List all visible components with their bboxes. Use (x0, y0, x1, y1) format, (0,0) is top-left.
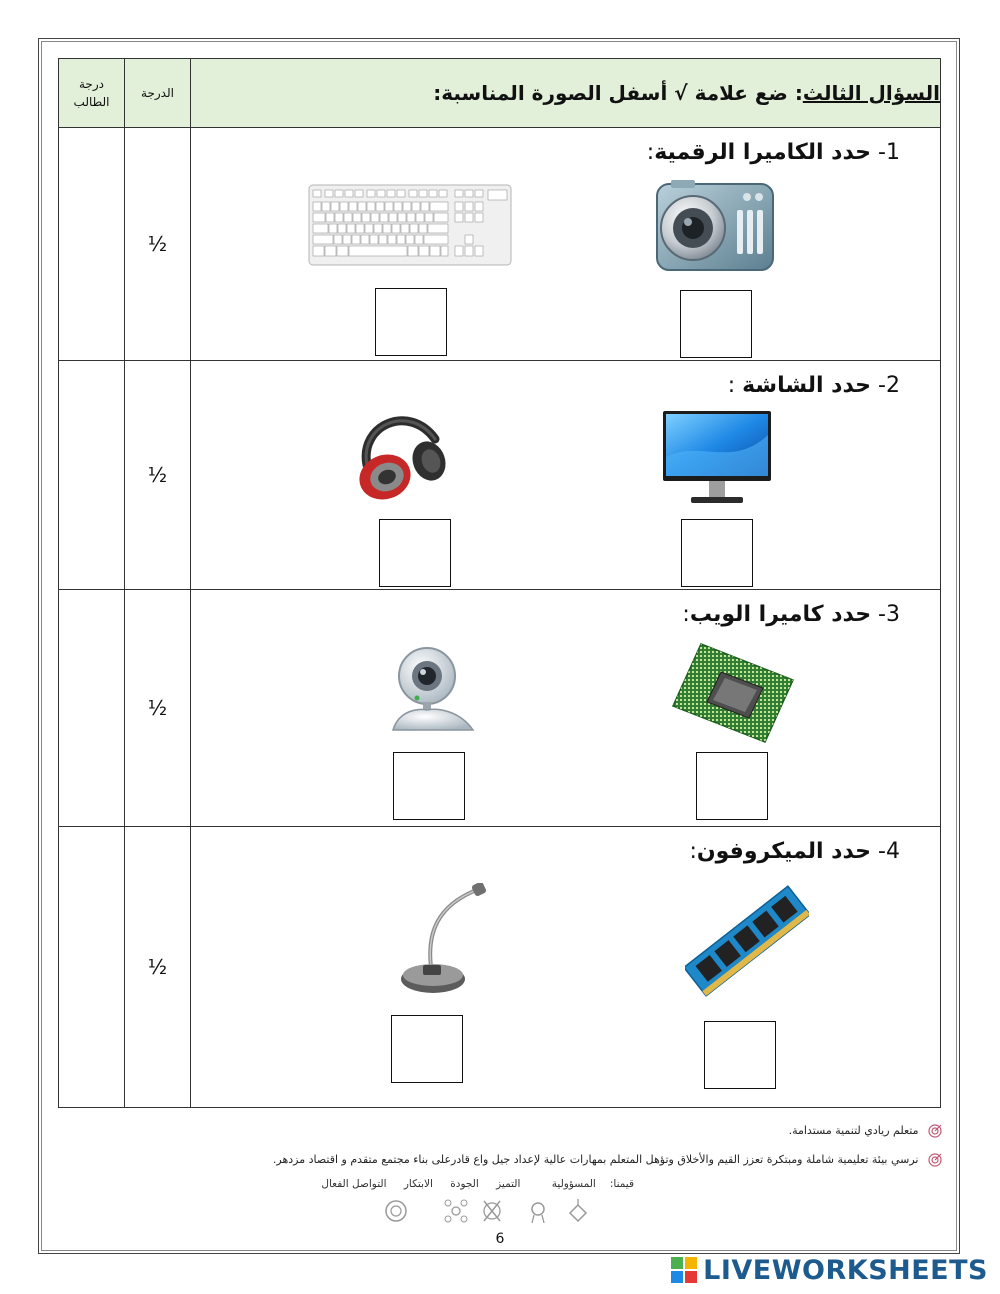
answer-box-1-right[interactable] (680, 290, 752, 358)
grade-header (125, 59, 191, 128)
digital-camera-image (653, 180, 777, 274)
responsibility-icon (570, 1199, 586, 1221)
item-label-2 (728, 373, 900, 398)
answer-box-3-left[interactable] (393, 752, 465, 820)
brand-name: LIVEWORKSHEETS (703, 1254, 988, 1286)
item-prompt-2: حدد الشاشة (742, 373, 872, 398)
answer-box-2-left[interactable] (379, 519, 451, 587)
communication-icon (386, 1201, 406, 1221)
values-icons (384, 1197, 604, 1225)
item-row-3 (59, 590, 941, 827)
vision-text: متعلم ريادي لتنمية مستدامة. (788, 1124, 919, 1137)
student-grade-cell-2[interactable] (59, 361, 125, 590)
item-number-1: 1- (878, 140, 900, 165)
item-prompt-1: حدد الكاميرا الرقمية (654, 140, 872, 165)
answer-box-1-left[interactable] (375, 288, 447, 356)
liveworksheets-brand[interactable] (671, 1254, 988, 1286)
item-label-3 (682, 602, 900, 627)
target-icon (928, 1153, 942, 1167)
item-cell-1 (191, 128, 941, 361)
page-number: 6 (495, 1231, 505, 1247)
grade-label: الدرجة (141, 86, 174, 100)
excellence-icon (532, 1203, 544, 1223)
vision-statement (789, 1124, 942, 1138)
grade-value-4: ½ (147, 955, 168, 979)
item-number-2: 2- (878, 373, 900, 398)
worksheet-table (58, 58, 941, 1108)
values-label-text: قيمنا: (609, 1178, 634, 1190)
values-label (538, 1178, 634, 1190)
item-prompt-3: حدد كاميرا الويب (689, 602, 872, 627)
item-suffix-2: : (727, 373, 743, 398)
value-innovation: الابتكار (403, 1178, 433, 1190)
answer-box-4-right[interactable] (704, 1021, 776, 1089)
grade-cell-2 (125, 361, 191, 590)
question-title-instruction: : ضع علامة √ أسفل الصورة المناسبة: (433, 81, 803, 105)
headphones-image (349, 405, 449, 505)
value-responsibility: المسؤولية (551, 1178, 596, 1190)
student-grade-label-line2: الطالب (73, 95, 110, 109)
item-suffix-4: : (689, 839, 697, 864)
innovation-icon (445, 1200, 467, 1222)
quality-icon (484, 1201, 500, 1221)
values-list (307, 1178, 634, 1190)
value-excellence: التميز (496, 1178, 521, 1190)
item-number-4: 4- (878, 839, 900, 864)
answer-box-4-left[interactable] (391, 1015, 463, 1083)
cpu-chip-image (671, 642, 795, 744)
grade-value-3: ½ (147, 696, 168, 720)
item-row-1 (59, 128, 941, 361)
item-cell-4 (191, 827, 941, 1108)
item-number-3: 3- (878, 602, 900, 627)
item-cell-3 (191, 590, 941, 827)
student-grade-header (59, 59, 125, 128)
student-grade-cell-3[interactable] (59, 590, 125, 827)
microphone-image (397, 883, 487, 997)
value-communication: التواصل الفعال (321, 1178, 387, 1190)
grade-cell-1 (125, 128, 191, 361)
target-icon (928, 1124, 942, 1138)
item-row-4 (59, 827, 941, 1108)
item-suffix-3: : (682, 602, 690, 627)
student-grade-label-line1: درجة (79, 77, 104, 91)
monitor-image (661, 409, 773, 507)
value-quality: الجودة (450, 1178, 479, 1190)
item-label-4 (689, 839, 900, 864)
liveworksheets-logo-icon (671, 1257, 697, 1283)
question-title (191, 59, 941, 128)
mission-statement (273, 1153, 942, 1167)
webcam-image (389, 646, 479, 732)
grade-cell-3 (125, 590, 191, 827)
answer-box-2-right[interactable] (681, 519, 753, 587)
student-grade-cell-1[interactable] (59, 128, 125, 361)
mission-text: نرسي بيئة تعليمية شاملة ومبتكرة تعزز القيم والأخلاق وتؤهل المتعلم بمهارات عالية لإعداد جيل واع قادرعلى بناء مجتمع متقدم و اقتصاد مزدهر. (272, 1153, 919, 1166)
grade-value-2: ½ (147, 463, 168, 487)
item-row-2 (59, 361, 941, 590)
keyboard-image (308, 184, 512, 268)
item-cell-2 (191, 361, 941, 590)
item-prompt-4: حدد الميكروفون (696, 839, 872, 864)
question-title-number: السؤال الثالث (802, 81, 940, 105)
answer-box-3-right[interactable] (696, 752, 768, 820)
header-row (59, 59, 941, 128)
student-grade-cell-4[interactable] (59, 827, 125, 1108)
item-suffix-1: : (646, 140, 655, 165)
grade-value-1: ½ (147, 232, 168, 256)
item-label-1 (647, 140, 900, 165)
grade-cell-4 (125, 827, 191, 1108)
ram-memory-image (685, 883, 809, 999)
